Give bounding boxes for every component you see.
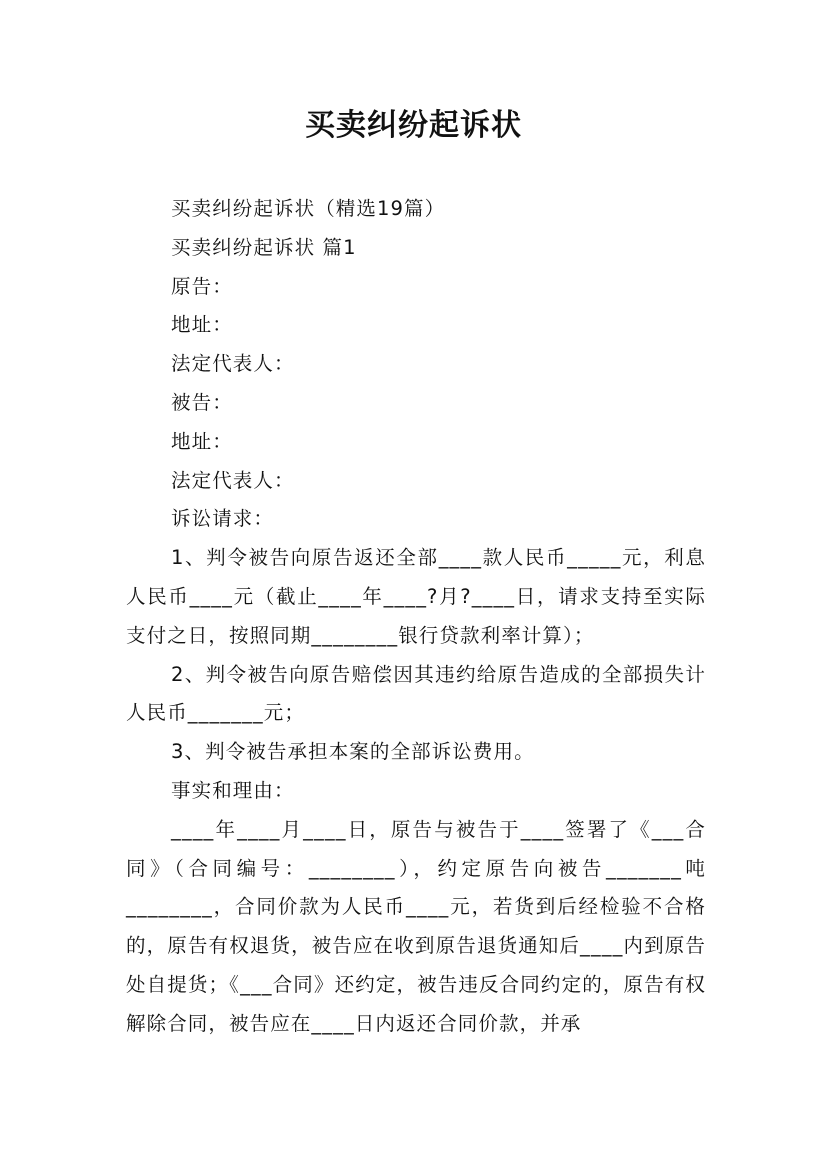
plaintiff-label: 原告：	[171, 274, 233, 298]
claim-3: 3、判令被告承担本案的全部诉讼费用。	[171, 740, 535, 764]
facts-heading: 事实和理由：	[171, 778, 295, 802]
heading-collection: 买卖纠纷起诉状（精选19篇）	[171, 197, 446, 220]
claim-2: 2、判令被告向原告赔偿因其违约给原告造成的全部损失计人民币_______元；	[126, 662, 706, 725]
plaintiff-legal-rep-label: 法定代表人：	[171, 352, 295, 376]
claim-1: 1、判令被告向原告返还全部____款人民币_____元，利息人民币____元（截止____年____?月?____日，请求支持至实际支付之日，按照同期________银行贷款利率计算）；	[126, 546, 706, 647]
defendant-address-label: 地址：	[171, 429, 233, 453]
defendant-label: 被告：	[171, 390, 233, 414]
heading-part-1: 买卖纠纷起诉状 篇1	[171, 235, 357, 259]
document-title: 买卖纠纷起诉状	[305, 108, 522, 143]
claims-heading: 诉讼请求：	[171, 507, 275, 531]
plaintiff-address-label: 地址：	[171, 313, 233, 337]
document-body	[126, 190, 706, 1044]
facts-paragraph: ____年____月____日，原告与被告于____签署了《___合同》（合同编号：________），约定原告向被告_______吨________，合同价款为人民币____元，若货到后经检验不合格的，原告有权退货，被告应在收到原告退货通知后____内到原告处自提货；《___合同》还约定，被告违反合同约定的，原告有权解除合同，被告应在____日内返还合同价款，并承	[126, 817, 706, 1035]
defendant-legal-rep-label: 法定代表人：	[171, 468, 295, 492]
